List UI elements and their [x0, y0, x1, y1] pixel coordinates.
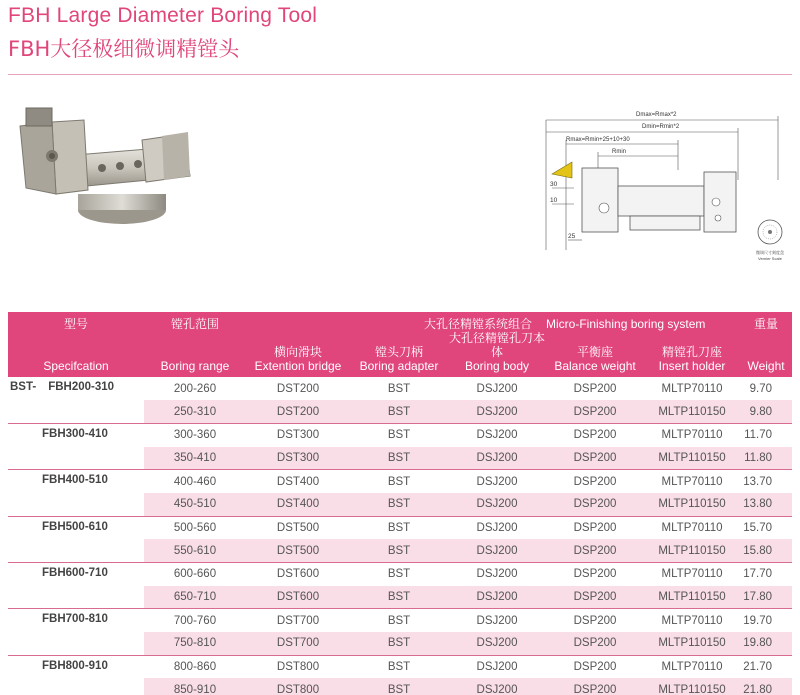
cell-body: DSJ200 — [448, 447, 546, 470]
dim-dmax: Dmax=Rmax*2 — [636, 112, 677, 118]
model-name: FBH700-810 — [42, 613, 108, 626]
cell-range: 700-760 — [144, 609, 246, 632]
cell-balance: DSP200 — [546, 655, 644, 678]
cell-bridge: DST800 — [246, 678, 350, 695]
cell-balance: DSP200 — [546, 423, 644, 446]
header-bridge: 横向滑块 Extention bridge — [254, 345, 342, 373]
cell-body: DSJ200 — [448, 470, 546, 493]
cell-balance: DSP200 — [546, 632, 644, 655]
cell-weight: 21.80 — [740, 678, 792, 695]
cell-range: 800-860 — [144, 655, 246, 678]
technical-drawing — [538, 100, 800, 280]
table-row — [8, 516, 792, 539]
header-weight-zh: 重量 — [754, 317, 779, 331]
table-row — [8, 470, 792, 493]
cell-balance: DSP200 — [546, 470, 644, 493]
cell-adapter: BST — [350, 400, 448, 423]
cell-holder: MLTP70110 — [661, 382, 723, 395]
cell-weight: 21.70 — [740, 655, 792, 678]
product-photo — [12, 98, 212, 238]
cell-body: DSJ200 — [448, 678, 546, 695]
model-cell — [8, 563, 144, 609]
cell-body: DSJ200 — [448, 423, 546, 446]
cell-holder: MLTP110150 — [644, 632, 740, 655]
model-name: FBH200-310 — [48, 381, 115, 393]
cell-range: 650-710 — [144, 586, 246, 609]
cell-holder: MLTP110150 — [644, 586, 740, 609]
model-cell — [8, 470, 144, 516]
header-range-zh: 镗孔范围 — [170, 317, 219, 331]
cell-holder: MLTP110150 — [644, 447, 740, 470]
cell-adapter: BST — [350, 655, 448, 678]
cell-adapter: BST — [350, 678, 448, 695]
cell-adapter: BST — [350, 423, 448, 446]
cell-range: 750-810 — [144, 632, 246, 655]
dim-rmin: Rmin — [612, 149, 627, 155]
cell-balance: DSP200 — [546, 563, 644, 586]
header-model-zh: 型号 — [63, 317, 88, 331]
cell-body: DSJ200 — [448, 539, 546, 562]
model-name: FBH400-510 — [42, 474, 108, 487]
cell-body: DSJ200 — [448, 609, 546, 632]
title-chinese: FBH大径极细微调精镗头 — [8, 37, 240, 61]
cell-adapter: BST — [387, 382, 411, 395]
model-cell — [8, 655, 144, 695]
cell-holder: MLTP70110 — [644, 655, 740, 678]
cell-holder: MLTP70110 — [644, 470, 740, 493]
vernier-label-zh: 微调尺寸刻度盘 — [756, 250, 784, 255]
model-name: FBH600-710 — [42, 567, 108, 579]
cell-weight: 11.70 — [740, 423, 792, 446]
cell-bridge: DST500 — [246, 539, 350, 562]
table-row — [8, 655, 792, 678]
cell-weight: 13.70 — [740, 470, 792, 493]
cell-range: 850-910 — [144, 678, 246, 695]
cell-bridge: DST300 — [246, 447, 350, 470]
cell-bridge: DST400 — [246, 493, 350, 516]
cell-bridge: DST600 — [246, 563, 350, 586]
cell-weight: 13.80 — [740, 493, 792, 516]
cell-holder: MLTP70110 — [644, 423, 740, 446]
cell-bridge: DST200 — [246, 400, 350, 423]
cell-body: DSJ200 — [448, 655, 546, 678]
cell-holder: MLTP70110 — [644, 516, 740, 539]
cell-weight: 19.80 — [740, 632, 792, 655]
cell-body: DSJ200 — [448, 493, 546, 516]
cell-range: 600-660 — [144, 563, 246, 586]
header-adapter: 镗头刀柄 Boring adapter — [359, 345, 439, 373]
cell-balance: DSP200 — [546, 493, 644, 516]
header-body: 大孔径精镗孔刀本体 Boring body — [449, 331, 546, 373]
title-english: FBH Large Diameter Boring Tool — [8, 4, 318, 27]
model-cell — [8, 423, 144, 469]
cell-adapter: BST — [350, 470, 448, 493]
cell-body: DSJ200 — [448, 516, 546, 539]
cell-body: DSJ200 — [448, 400, 546, 423]
table-row — [8, 609, 792, 632]
vernier-scale-icon — [758, 220, 782, 244]
cell-holder: MLTP70110 — [644, 609, 740, 632]
cell-range: 350-410 — [144, 447, 246, 470]
header-holder: 精镗孔刀座 Insert holder — [658, 345, 726, 373]
model-cell — [8, 516, 144, 562]
cell-adapter: BST — [350, 539, 448, 562]
cell-body: DSJ200 — [448, 563, 546, 586]
header-model-en: Specifcation — [43, 359, 109, 373]
dim-rmax: Rmax=Rmin+25+10+30 — [566, 137, 630, 143]
cell-weight: 15.80 — [740, 539, 792, 562]
cell-bridge: DST200 — [276, 382, 320, 395]
cell-adapter: BST — [350, 447, 448, 470]
cell-range: 450-510 — [144, 493, 246, 516]
cell-range: 200-260 — [173, 382, 217, 395]
cell-weight: 17.80 — [740, 586, 792, 609]
cell-balance: DSP200 — [573, 382, 617, 395]
cell-bridge: DST700 — [246, 609, 350, 632]
cell-bridge: DST400 — [246, 470, 350, 493]
cell-balance: DSP200 — [546, 447, 644, 470]
cell-range: 400-460 — [144, 470, 246, 493]
cell-adapter: BST — [350, 516, 448, 539]
cell-adapter: BST — [350, 609, 448, 632]
vernier-label-en: Vernier Scale — [758, 256, 782, 261]
title-divider — [8, 74, 792, 75]
model-cell — [8, 609, 144, 655]
dim-25: 25 — [568, 233, 576, 240]
cell-range: 250-310 — [144, 400, 246, 423]
header-weight-en: Weight — [747, 359, 785, 373]
cell-body: DSJ200 — [448, 632, 546, 655]
cell-weight: 11.80 — [740, 447, 792, 470]
cell-holder: MLTP110150 — [644, 678, 740, 695]
cell-bridge: DST800 — [246, 655, 350, 678]
model-prefix: BST- — [10, 381, 37, 393]
cell-adapter: BST — [350, 586, 448, 609]
table-row — [8, 423, 792, 446]
cell-weight: 19.70 — [740, 609, 792, 632]
dim-10: 10 — [550, 197, 558, 204]
table-row — [8, 563, 792, 586]
model-name: FBH500-610 — [42, 520, 108, 533]
cell-body: DSJ200 — [476, 382, 518, 395]
cell-holder: MLTP110150 — [644, 400, 740, 423]
cell-range: 300-360 — [144, 423, 246, 446]
cell-balance: DSP200 — [546, 586, 644, 609]
table-row — [8, 377, 792, 400]
cell-range: 550-610 — [144, 539, 246, 562]
cell-adapter: BST — [350, 563, 448, 586]
cell-bridge: DST300 — [246, 423, 350, 446]
cell-adapter: BST — [350, 493, 448, 516]
cell-balance: DSP200 — [546, 678, 644, 695]
cell-balance: DSP200 — [546, 539, 644, 562]
header-range-en: Boring range — [160, 359, 230, 373]
cell-bridge: DST500 — [246, 516, 350, 539]
cell-balance: DSP200 — [546, 400, 644, 423]
cell-holder: MLTP110150 — [644, 539, 740, 562]
spec-table-body — [8, 377, 792, 695]
cell-holder: MLTP110150 — [644, 493, 740, 516]
model-cell — [8, 377, 144, 423]
model-name: FBH800-910 — [42, 659, 108, 672]
dim-dmin: Dmin=Rmin*2 — [642, 124, 680, 130]
cell-bridge: DST700 — [246, 632, 350, 655]
dim-30: 30 — [550, 181, 558, 188]
header-system-zh: 大孔径精镗系统组合 — [424, 317, 533, 331]
cell-weight: 9.80 — [740, 400, 792, 423]
spec-table — [8, 312, 792, 695]
cell-adapter: BST — [350, 632, 448, 655]
cell-holder: MLTP70110 — [644, 563, 740, 586]
cell-weight: 17.70 — [740, 563, 792, 586]
cell-body: DSJ200 — [448, 586, 546, 609]
header-balance: 平衡座 Balance weight — [554, 345, 636, 373]
model-name: FBH300-410 — [42, 427, 108, 440]
cell-weight: 15.70 — [740, 516, 792, 539]
cell-weight: 9.70 — [749, 382, 773, 395]
cell-bridge: DST600 — [246, 586, 350, 609]
cell-balance: DSP200 — [546, 609, 644, 632]
cell-range: 500-560 — [144, 516, 246, 539]
cell-balance: DSP200 — [546, 516, 644, 539]
header-system-en: Micro-Finishing boring system — [546, 317, 706, 331]
